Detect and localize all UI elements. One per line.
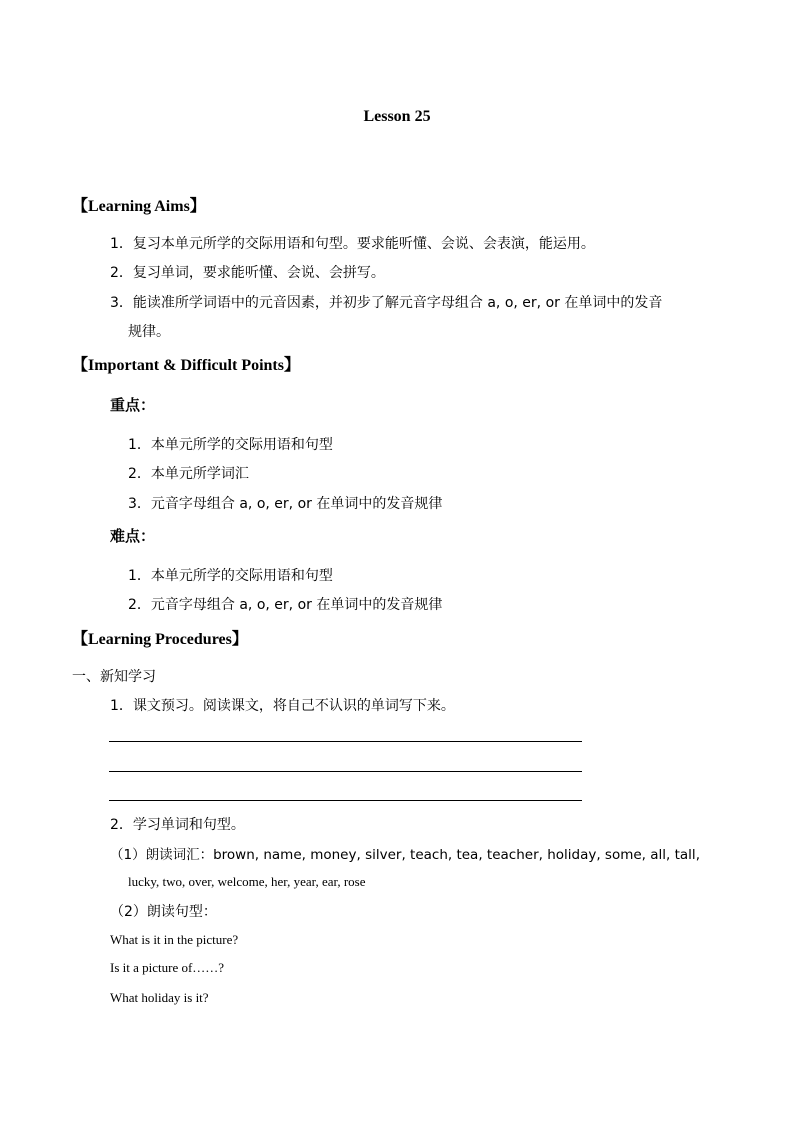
difficult-point-1: 1．本单元所学的交际用语和句型 <box>128 568 333 584</box>
aim-item-1: 1．复习本单元所学的交际用语和句型。要求能听懂、会说、会表演，能运用。 <box>110 236 595 252</box>
sentence-3: What holiday is it? <box>110 990 209 1005</box>
learning-aims-heading: 【Learning Aims】 <box>72 198 206 215</box>
aim-item-3-continued: 规律。 <box>128 324 170 340</box>
key-points-label: 重点： <box>110 396 156 414</box>
learning-procedures-heading: 【Learning Procedures】 <box>72 631 248 648</box>
sentence-1: What is it in the picture? <box>110 932 239 947</box>
vocab-line-1: （1）朗读词汇：brown, name, money, silver, teach, tea, teacher, holiday, some, all, tall, <box>110 847 700 863</box>
important-difficult-heading: 【Important & Difficult Points】 <box>72 357 300 374</box>
step-2-study: 2．学习单词和句型。 <box>110 817 245 833</box>
section-new-learning: 一、新知学习 <box>72 669 156 685</box>
vocab-line-2: lucky, two, over, welcome, her, year, ear, rose <box>128 874 366 889</box>
answer-line-2[interactable] <box>109 771 582 772</box>
key-point-3: 3．元音字母组合 a, o, er, or 在单词中的发音规律 <box>128 496 443 512</box>
answer-line-3[interactable] <box>109 800 582 801</box>
difficult-point-2: 2．元音字母组合 a, o, er, or 在单词中的发音规律 <box>128 597 443 613</box>
sentence-2: Is it a picture of……? <box>110 960 225 975</box>
difficult-points-label: 难点： <box>110 527 156 545</box>
page-title: Lesson 25 <box>363 108 431 125</box>
key-point-1: 1．本单元所学的交际用语和句型 <box>128 437 333 453</box>
answer-line-1[interactable] <box>109 741 582 742</box>
aim-item-3: 3．能读准所学词语中的元音因素，并初步了解元音字母组合 a, o, er, or 在单词中的发音 <box>110 295 663 311</box>
key-point-2: 2．本单元所学词汇 <box>128 466 249 482</box>
sentence-label: （2）朗读句型： <box>110 904 217 920</box>
aim-item-2: 2．复习单词，要求能听懂、会说、会拼写。 <box>110 265 385 281</box>
step-1-preview: 1．课文预习。阅读课文，将自己不认识的单词写下来。 <box>110 698 455 714</box>
